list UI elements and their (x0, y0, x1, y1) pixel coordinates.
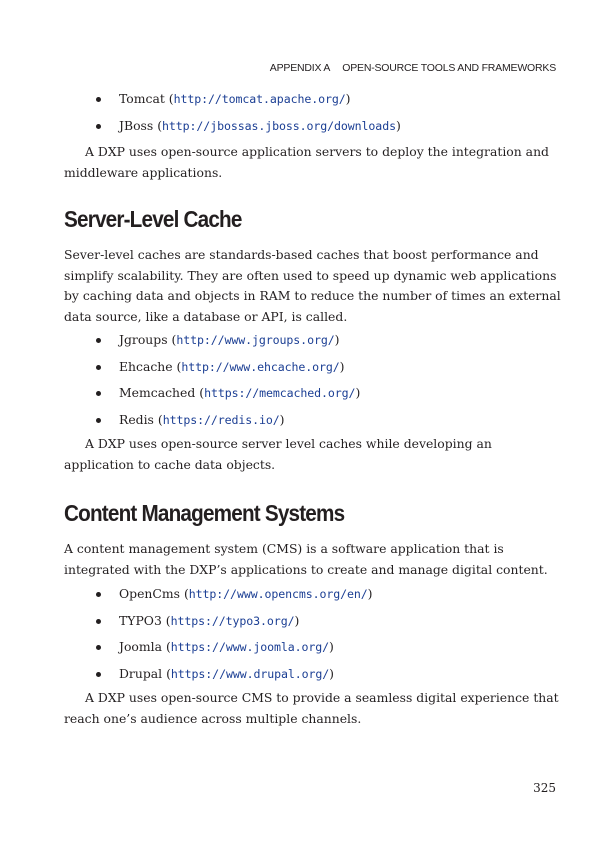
item-link[interactable]: https://redis.io/ (162, 412, 280, 427)
bullet-icon (96, 391, 101, 396)
book-page: APPENDIX A OPEN-SOURCE TOOLS AND FRAMEWORKS Tomcat (http://tomcat.apache.org/) JBoss (http://jbossas.jboss.org/downloads) A DXP uses open-source application servers to deploy the integration and middleware applications. Server-Level Cache Sever-level caches are standards-based caches that boost performance and simplify scalability. They are often used to speed up dynamic web applications by caching data and objects in RAM to reduce the number of times an external data source, like a database or API, is called. Jgroups (http://www.jgroups.org/) Ehcache (http://www.ehcache.org/) Memcached (https://memcached.org/) Redis (https://redis.io/) A DXP uses open-source server level caches while developing an application to cache data objects. Content Management Systems A content management system (CMS) is a software application that is integrated with the DXP’s applications to create and manage digital content. OpenCms (http://www.opencms.org/en/) TYPO3 (https://typo3.org/) Joomla (https://www.joomla.org/) Drupal (https://www.drupal.org/) A DXP uses open-source CMS to provide a seamless digital experience that reach one’s audience across multiple channels. 325 (0, 0, 600, 857)
bullet-icon (96, 619, 101, 624)
item-name: JBoss (119, 117, 154, 133)
server-cache-closing: A DXP uses open-source server level caches while developing an application to cache data objects. (64, 436, 492, 472)
item-link[interactable]: https://memcached.org/ (204, 386, 356, 400)
running-head (270, 62, 556, 74)
bullet-icon (96, 672, 101, 677)
item-link[interactable]: http://www.jgroups.org/ (176, 333, 335, 347)
page-number: 325 (533, 781, 556, 795)
item-link[interactable]: http://www.ehcache.org/ (181, 359, 340, 374)
item-name: Drupal (119, 665, 163, 681)
cms-closing: A DXP uses open-source CMS to provide a seamless digital experience that reach one’s audience across multiple channels. (64, 690, 559, 726)
bullet-icon (96, 418, 101, 423)
item-name: OpenCms (119, 586, 180, 601)
item-name: Jgroups (119, 332, 168, 347)
cms-intro: A content management system (CMS) is a software application that is integrated with the DXP’s applications to create and manage digital content. (64, 541, 548, 577)
bullet-icon (96, 365, 101, 370)
server-cache-intro: Sever-level caches are standards-based caches that boost performance and simplify scalability. They are often used to speed up dynamic web applications by caching data and objects in RAM to reduce the number of times an external data source, like a database or API, is called. (64, 247, 561, 324)
item-link[interactable]: http://jbossas.jboss.org/downloads (162, 118, 396, 133)
item-name: Memcached (119, 385, 196, 400)
bullet-icon (96, 97, 101, 102)
item-link[interactable]: http://tomcat.apache.org/ (173, 92, 346, 106)
section-heading-server-cache: Server-Level Cache (64, 206, 242, 232)
item-name: TYPO3 (119, 612, 162, 628)
bullet-icon (96, 592, 101, 597)
item-link[interactable]: http://www.opencms.org/en/ (188, 587, 368, 601)
section-heading-cms: Content Management Systems (64, 500, 345, 526)
running-head-title: OPEN-SOURCE TOOLS AND FRAMEWORKS (342, 62, 556, 74)
item-name: Tomcat (119, 91, 165, 106)
item-name: Ehcache (119, 358, 173, 374)
item-link[interactable]: https://www.joomla.org/ (170, 640, 330, 654)
bullet-icon (96, 645, 101, 650)
bullet-icon (96, 124, 101, 129)
item-link[interactable]: https://www.drupal.org/ (170, 666, 330, 681)
item-name: Joomla (119, 639, 162, 654)
item-link[interactable]: https://typo3.org/ (170, 613, 295, 628)
bullet-icon (96, 338, 101, 343)
running-head-appendix: APPENDIX A (269, 62, 331, 74)
app-server-closing: A DXP uses open-source application servers to deploy the integration and middleware applications. (64, 144, 549, 180)
item-name: Redis (119, 411, 154, 427)
